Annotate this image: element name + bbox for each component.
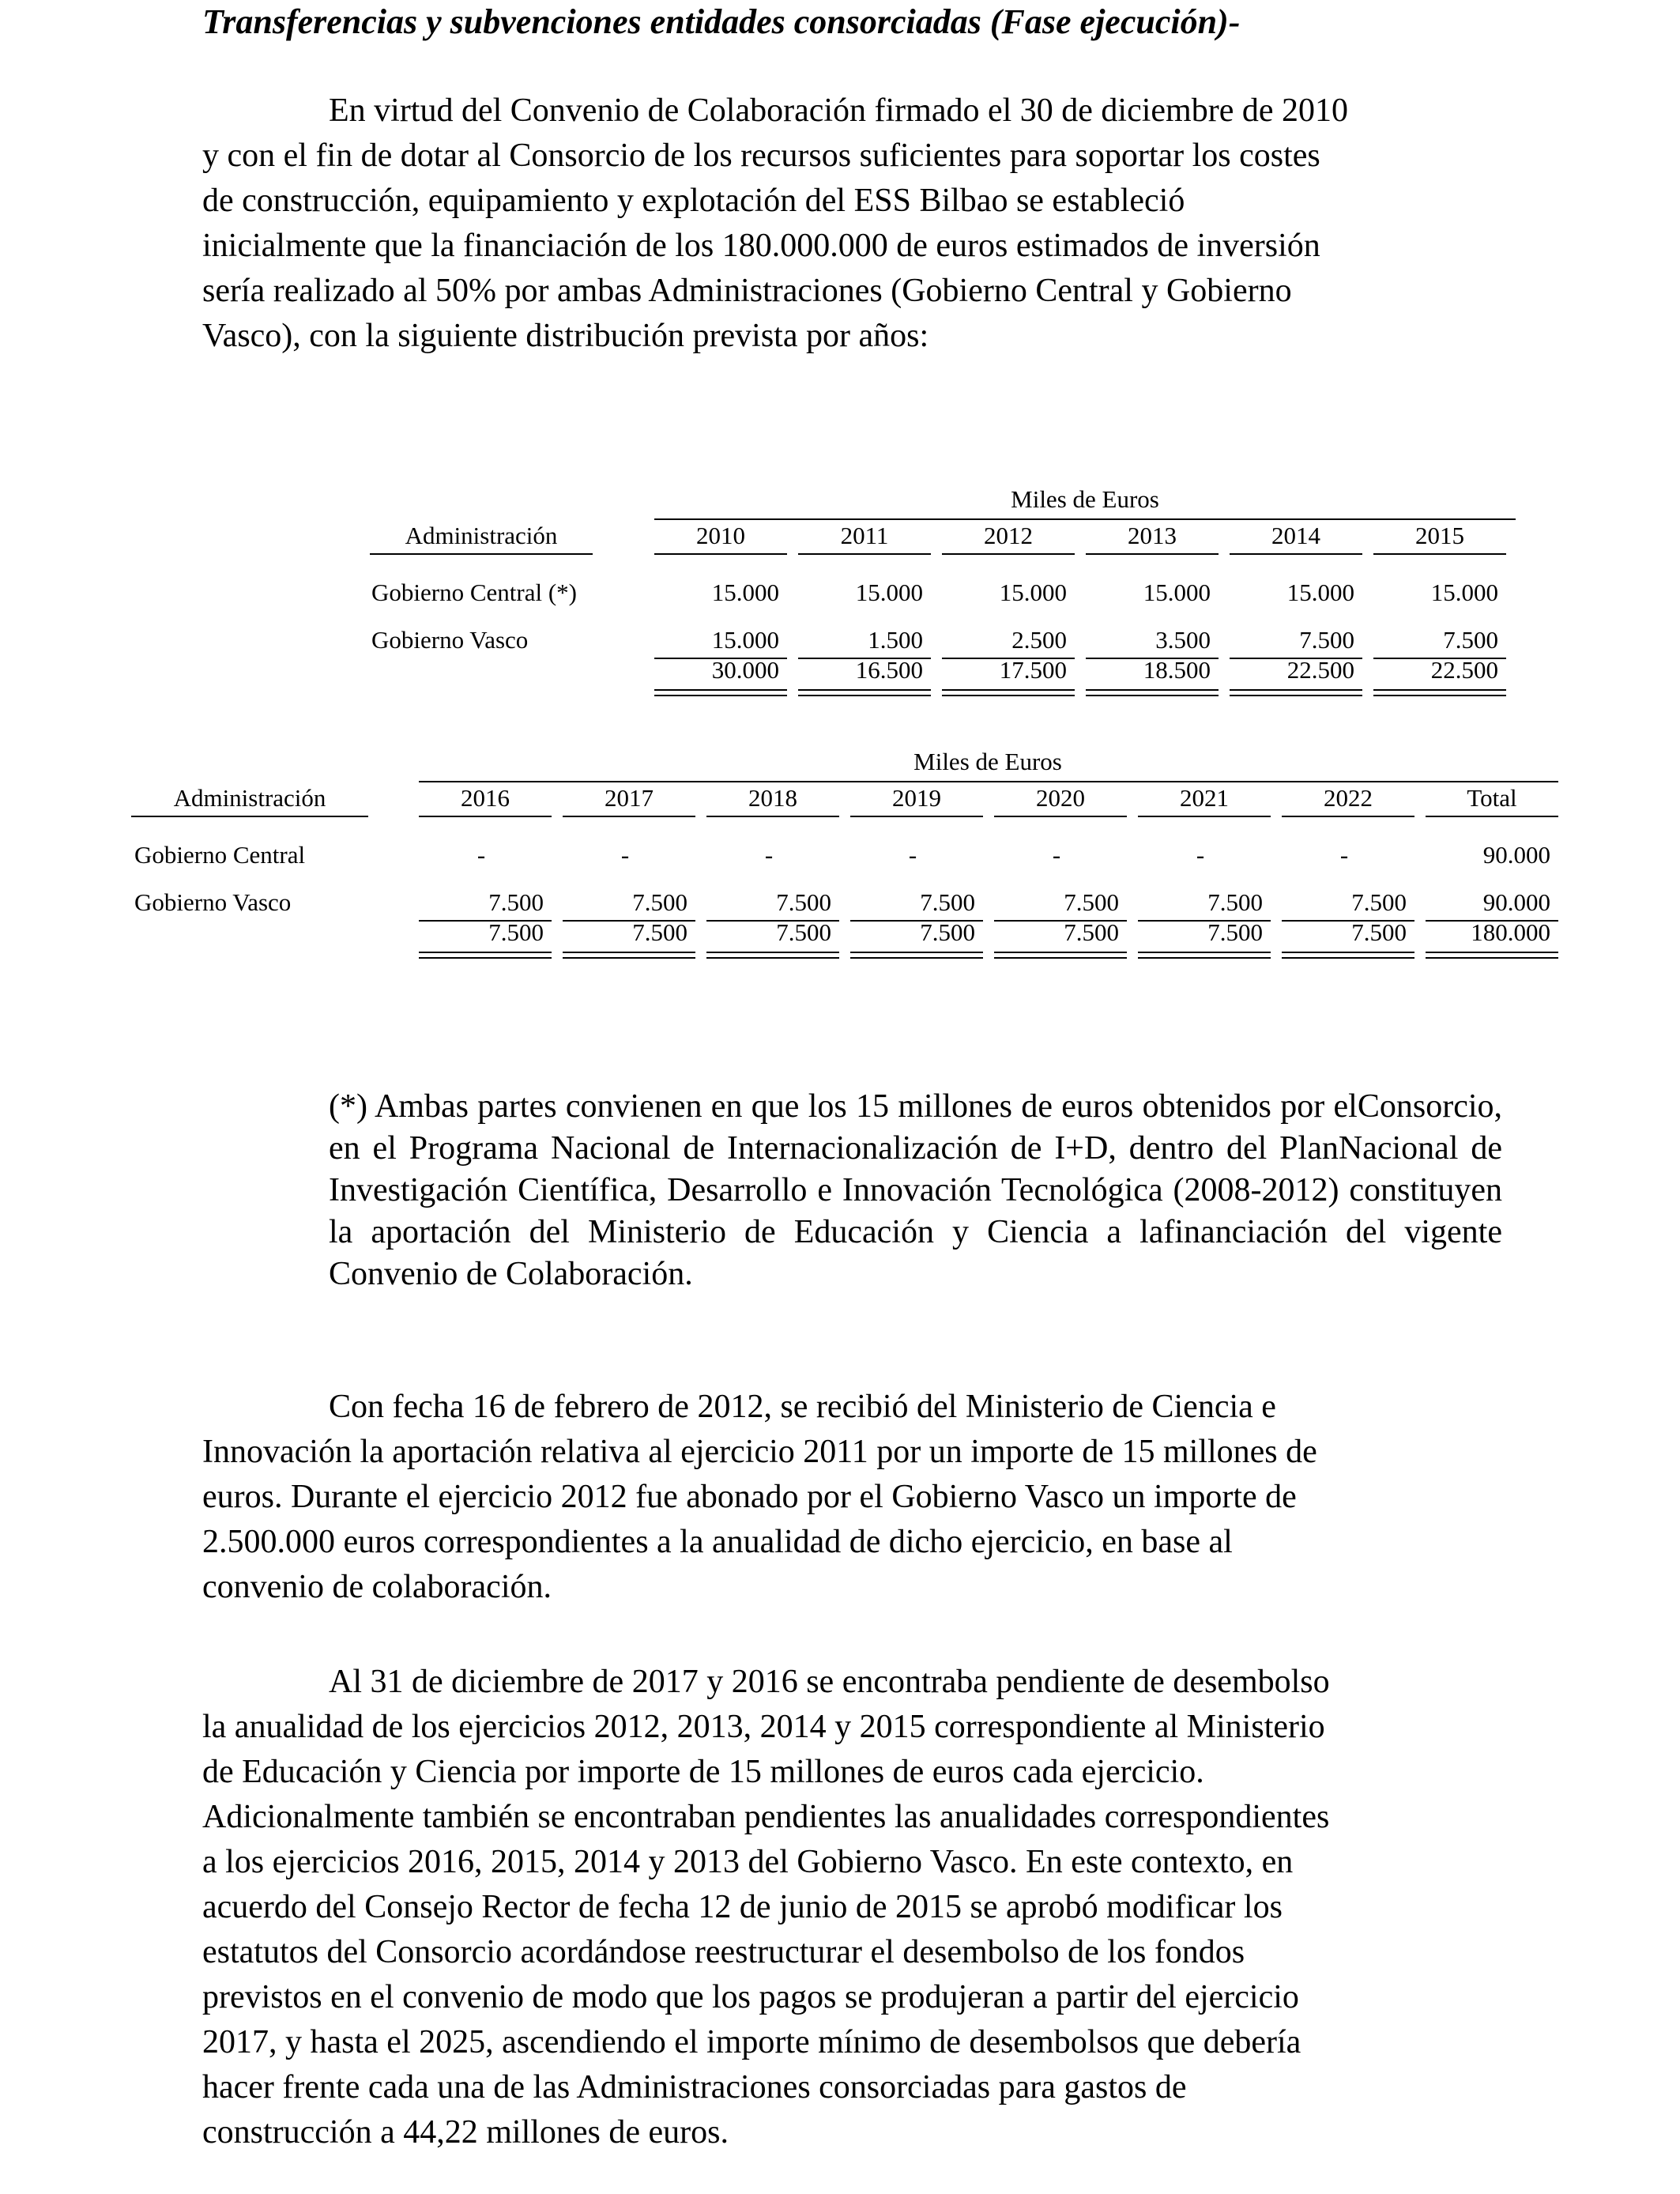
total-cell: 22.500 [1286, 656, 1354, 684]
table-rule [563, 816, 695, 817]
pending-paragraph-line: acuerdo del Consejo Rector de fecha 12 de junio de 2015 se aprobó modificar los [202, 1889, 1283, 1925]
row-label: Gobierno Vasco [371, 626, 529, 654]
table-rule [419, 952, 552, 953]
value-cell: 90.000 [1482, 841, 1550, 869]
table-rule [1426, 816, 1558, 817]
intro-paragraph-line: En virtud del Convenio de Colaboración firmado el 30 de diciembre de 2010 [329, 92, 1348, 129]
value-cell: - [1339, 841, 1349, 869]
payment-paragraph-line: convenio de colaboración. [202, 1569, 552, 1605]
value-cell: 15.000 [855, 579, 923, 606]
footnote-line: Consorcio, en el Programa Nacional de Internacionalización de I+D, dentro del Plan [329, 1088, 1502, 1167]
year-header-2016: 2016 [461, 784, 510, 812]
table-rule [994, 816, 1127, 817]
table-rule [1138, 952, 1271, 953]
pending-paragraph-line: hacer frente cada una de las Administraciones consorciadas para gastos de [202, 2069, 1187, 2105]
footnote-line: Nacional de Investigación Científica, Desarrollo e Innovación Tecnológica (2008- [329, 1130, 1502, 1208]
value-cell: - [620, 841, 630, 869]
table-rule [1282, 816, 1414, 817]
year-header-2022: 2022 [1324, 784, 1373, 812]
pending-paragraph-line: la anualidad de los ejercicios 2012, 2013, 2014 y 2015 correspondiente al Ministerio [202, 1709, 1325, 1745]
value-cell: - [1196, 841, 1205, 869]
total-cell: 7.500 [776, 918, 831, 946]
payment-paragraph-line: 2.500.000 euros correspondientes a la anualidad de dicho ejercicio, en base al [202, 1524, 1233, 1560]
table-rule [1282, 957, 1414, 959]
intro-paragraph-line: Vasco), con la siguiente distribución prevista por años: [202, 318, 929, 354]
year-header-2021: 2021 [1180, 784, 1229, 812]
total-cell: 7.500 [1207, 918, 1263, 946]
total-cell: 30.000 [711, 656, 779, 684]
year-header-2014: 2014 [1271, 522, 1320, 549]
total-cell: 16.500 [855, 656, 923, 684]
table-rule [419, 781, 1558, 782]
total-cell: 7.500 [1351, 918, 1407, 946]
table-rule [419, 957, 552, 959]
pending-paragraph-line: previstos en el convenio de modo que los pagos se produjeran a partir del ejercicio [202, 1979, 1299, 2015]
table-rule [563, 952, 695, 953]
pending-paragraph-line: construcción a 44,22 millones de euros. [202, 2114, 729, 2151]
intro-paragraph-line: inicialmente que la financiación de los 180.000.000 de euros estimados de inversión [202, 228, 1320, 264]
unit-label: Miles de Euros [913, 748, 1062, 775]
value-cell: 15.000 [1143, 579, 1211, 606]
value-cell: 15.000 [999, 579, 1067, 606]
value-cell: 3.500 [1155, 626, 1211, 654]
table-rule [1426, 957, 1558, 959]
value-cell: 1.500 [868, 626, 923, 654]
pending-paragraph-line: Al 31 de diciembre de 2017 y 2016 se encontraba pendiente de desembolso [329, 1664, 1330, 1700]
intro-paragraph-line: de construcción, equipamiento y explotación del ESS Bilbao se estableció [202, 183, 1185, 219]
footnote-line: financiación del vigente Convenio de Colaboración. [329, 1214, 1502, 1292]
year-header-2018: 2018 [748, 784, 797, 812]
footnote-paragraph [329, 1086, 1502, 1295]
total-cell: 7.500 [1064, 918, 1119, 946]
year-header-Total: Total [1467, 784, 1517, 812]
table-rule [1282, 952, 1414, 953]
payment-paragraph-line: euros. Durante el ejercicio 2012 fue abonado por el Gobierno Vasco un importe de [202, 1479, 1297, 1515]
table-rule [994, 952, 1127, 953]
table-rule [1138, 816, 1271, 817]
footnote-line: (*) Ambas partes convienen en que los 15 millones de euros obtenidos por el [329, 1088, 1358, 1125]
total-cell: 7.500 [920, 918, 975, 946]
section-heading: Transferencias y subvenciones entidades consorciadas (Fase ejecución)- [202, 2, 1241, 41]
payment-paragraph-line: Con fecha 16 de febrero de 2012, se recibió del Ministerio de Ciencia e [329, 1389, 1276, 1425]
value-cell: 15.000 [711, 626, 779, 654]
payment-paragraph [202, 1385, 1502, 1610]
table-rule [850, 816, 983, 817]
total-cell: 22.500 [1430, 656, 1498, 684]
admin-header: Administración [405, 522, 558, 549]
intro-paragraph-line: y con el fin de dotar al Consorcio de los recursos suficientes para soportar los costes [202, 138, 1320, 174]
table-rule [850, 952, 983, 953]
year-header-2012: 2012 [984, 522, 1033, 549]
value-cell: 7.500 [488, 888, 544, 916]
total-cell: 180.000 [1471, 918, 1550, 946]
table-rule [706, 952, 839, 953]
value-cell: 7.500 [1207, 888, 1263, 916]
pending-paragraph-line: Adicionalmente también se encontraban pendientes las anualidades correspondientes [202, 1799, 1330, 1835]
funding-table-2016-2022 [0, 0, 1680, 1027]
admin-header: Administración [173, 784, 326, 812]
row-label: Gobierno Vasco [134, 888, 292, 916]
value-cell: - [1052, 841, 1061, 869]
table-rule [1426, 952, 1558, 953]
value-cell: 15.000 [1430, 579, 1498, 606]
row-label: Gobierno Central (*) [371, 579, 577, 606]
value-cell: 7.500 [1299, 626, 1354, 654]
row-label: Gobierno Central [134, 841, 306, 869]
pending-paragraph-line: a los ejercicios 2016, 2015, 2014 y 2013 del Gobierno Vasco. En este contexto, en [202, 1844, 1294, 1880]
value-cell: 7.500 [776, 888, 831, 916]
year-header-2019: 2019 [892, 784, 941, 812]
value-cell: - [477, 841, 486, 869]
pending-paragraph-line: estatutos del Consorcio acordándose reestructurar el desembolso de los fondos [202, 1934, 1245, 1970]
table-rule [706, 957, 839, 959]
pending-paragraph [202, 1660, 1502, 2155]
value-cell: 15.000 [711, 579, 779, 606]
table-rule [131, 816, 368, 817]
year-header-2020: 2020 [1036, 784, 1085, 812]
value-cell: 7.500 [1351, 888, 1407, 916]
pending-paragraph-line: 2017, y hasta el 2025, ascendiendo el importe mínimo de desembolsos que debería [202, 2024, 1301, 2060]
table-rule [994, 957, 1127, 959]
pending-paragraph-line: de Educación y Ciencia por importe de 15 millones de euros cada ejercicio. [202, 1754, 1204, 1790]
value-cell: 90.000 [1482, 888, 1550, 916]
total-cell: 7.500 [632, 918, 687, 946]
table-rule [1138, 957, 1271, 959]
value-cell: 7.500 [920, 888, 975, 916]
footnote-line: 2012) constituyen la aportación del Ministerio de Educación y Ciencia a la [329, 1172, 1502, 1250]
value-cell: - [764, 841, 774, 869]
total-cell: 7.500 [488, 918, 544, 946]
year-header-2010: 2010 [696, 522, 745, 549]
table-rule [706, 816, 839, 817]
value-cell: - [908, 841, 917, 869]
unit-label: Miles de Euros [1011, 485, 1159, 513]
value-cell: 7.500 [632, 888, 687, 916]
table-rule [419, 816, 552, 817]
table-rule [563, 957, 695, 959]
table-rule [850, 957, 983, 959]
year-header-2015: 2015 [1415, 522, 1464, 549]
value-cell: 7.500 [1064, 888, 1119, 916]
year-header-2017: 2017 [605, 784, 654, 812]
value-cell: 7.500 [1443, 626, 1498, 654]
total-cell: 18.500 [1143, 656, 1211, 684]
value-cell: 2.500 [1011, 626, 1067, 654]
total-cell: 17.500 [999, 656, 1067, 684]
year-header-2013: 2013 [1128, 522, 1177, 549]
payment-paragraph-line: Innovación la aportación relativa al ejercicio 2011 por un importe de 15 millones de [202, 1434, 1317, 1470]
intro-paragraph-line: sería realizado al 50% por ambas Administraciones (Gobierno Central y Gobierno [202, 273, 1292, 309]
value-cell: 15.000 [1286, 579, 1354, 606]
year-header-2011: 2011 [840, 522, 889, 549]
